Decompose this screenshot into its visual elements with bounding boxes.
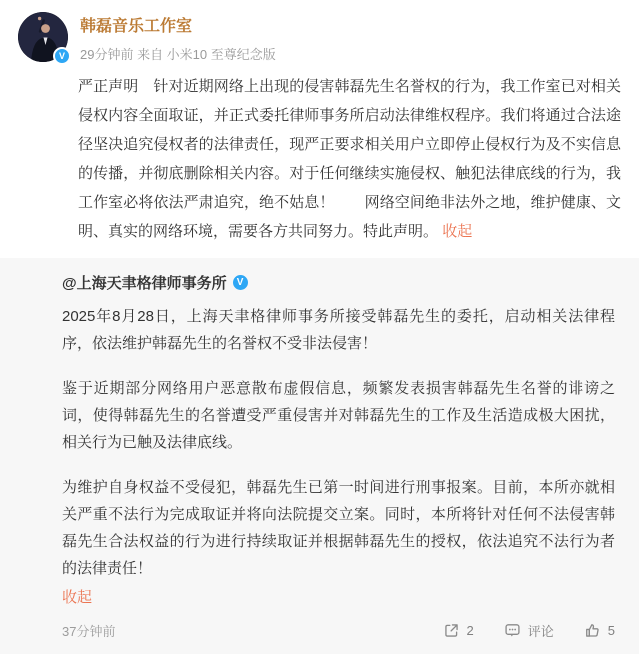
author-name[interactable]: 韩磊音乐工作室 [80, 18, 193, 35]
quote-paragraph: 为维护自身权益不受侵犯，韩磊先生已第一时间进行刑事报案。目前，本所亦就相关严重不法行为完成取证并将向法院提交立案。同时，本所将针对任何不法侵害韩磊先生合法权益的行为进行持续取证并根据韩磊先生的授权，依法追究不法行为者的法律责任！ [62, 479, 615, 577]
post-text: 严正声明 针对近期网络上出现的侵害韩磊先生名誉权的行为，我工作室已对相关侵权内容全面取证，并正式委托律师事务所启动法律维权程序。我们将通过合法途径坚决追究侵权者的法律责任，现严正要求相关用户立即停止侵权行为及不实信息的传播，并彻底删除相关内容。对于任何继续实施侵权、触犯法律底线的行为，我工作室必将依法严肃追究，绝不姑息！ 网络空间绝非法外之地，维护健康、文明、真实的网络环境，需要各方共同努力。特此声明。 [78, 78, 621, 240]
like-icon [584, 622, 601, 639]
post-body [0, 63, 639, 258]
quoted-author-row [62, 272, 615, 293]
quoted-mention-link[interactable]: @上海天聿格律师事务所 [62, 275, 227, 292]
share-button[interactable] [443, 622, 474, 639]
quote-collapse-link[interactable]: 收起 [62, 589, 93, 606]
verified-badge-icon: V [53, 47, 71, 65]
share-count: 2 [466, 623, 474, 638]
share-icon [443, 622, 460, 639]
post-meta: 29分钟前 来自 小米10 至尊纪念版 [80, 47, 276, 62]
collapse-link[interactable]: 收起 [442, 223, 473, 240]
quote-timestamp[interactable]: 37分钟前 [62, 624, 116, 639]
author-avatar[interactable] [18, 12, 68, 62]
quote-paragraph: 2025年8月28日，上海天聿格律师事务所接受韩磊先生的委托，启动相关法律程序，依法维护韩磊先生的名誉权不受非法侵害！ [62, 308, 615, 352]
comment-button[interactable] [504, 621, 554, 640]
like-button[interactable] [584, 622, 615, 639]
quote-paragraph: 鉴于近期部分网络用户恶意散布虚假信息，频繁发表损害韩磊先生名誉的诽谤之词，使得韩磊先生的名誉遭受严重侵害并对韩磊先生的工作及生活造成极大困扰，相关行为已触及法律底线。 [62, 380, 615, 451]
quoted-verified-badge-icon: V [233, 275, 248, 290]
action-bar [443, 621, 615, 640]
like-count: 5 [607, 623, 615, 638]
post-footer [62, 619, 615, 654]
comment-icon [504, 622, 521, 639]
author-info [80, 12, 276, 63]
comment-label: 评论 [527, 624, 554, 639]
post-header [0, 0, 639, 63]
quoted-post-card[interactable] [0, 258, 639, 654]
